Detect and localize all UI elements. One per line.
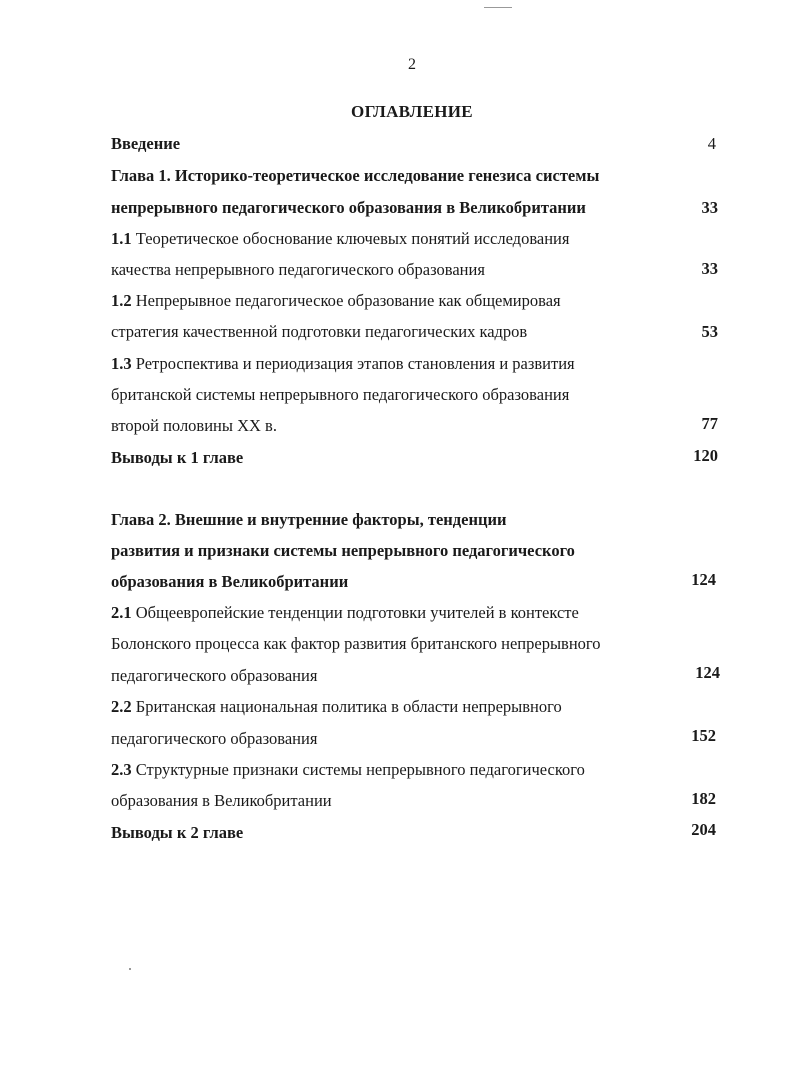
toc-page-chapter2: 124 xyxy=(691,570,716,589)
toc-page-1-2: 53 xyxy=(701,322,718,341)
toc-conclusion-1: Выводы к 1 главе xyxy=(111,448,244,467)
toc-chapter1-line1: Глава 1. Историко-теоретическое исследование генезиса системы xyxy=(111,166,600,185)
toc-chapter1-line2: непрерывного педагогического образования в Великобритании xyxy=(111,198,586,217)
toc-page-2-1: 124 xyxy=(695,663,720,682)
section-title: Непрерывное педагогическое образование как общемировая xyxy=(135,291,561,310)
section-number: 2.3 xyxy=(111,760,132,779)
toc-page-chapter1: 33 xyxy=(701,198,718,217)
scan-speck xyxy=(129,968,131,970)
toc-section-2-2-line2: педагогического образования xyxy=(111,729,318,748)
scan-mark xyxy=(484,7,512,8)
section-title: Теоретическое обоснование ключевых понятий исследования xyxy=(135,229,570,248)
toc-page-2-2: 152 xyxy=(691,726,716,745)
page-number: 2 xyxy=(408,56,416,73)
toc-section-2-1-line2: Болонского процесса как фактор развития британского непрерывного xyxy=(111,634,601,653)
toc-conclusion-2: Выводы к 2 главе xyxy=(111,823,244,842)
toc-page-intro: 4 xyxy=(707,134,716,153)
section-number: 2.1 xyxy=(111,603,132,622)
toc-section-1-2-line2: стратегия качественной подготовки педагогических кадров xyxy=(111,322,528,341)
section-title: Британская национальная политика в области непрерывного xyxy=(135,697,562,716)
section-number: 2.2 xyxy=(111,697,132,716)
toc-section-1-3-line3: второй половины XX в. xyxy=(111,416,277,435)
page-title: ОГЛАВЛЕНИЕ xyxy=(351,102,473,121)
section-number: 1.1 xyxy=(111,229,132,248)
section-number: 1.3 xyxy=(111,354,132,373)
toc-page-2-3: 182 xyxy=(691,789,716,808)
toc-page-conclusion-2: 204 xyxy=(691,820,716,839)
section-title: Общеевропейские тенденции подготовки учителей в контексте xyxy=(135,603,579,622)
section-number: 1.2 xyxy=(111,291,132,310)
toc-section-1-3-line1 xyxy=(111,354,575,374)
section-title: Ретроспектива и периодизация этапов становления и развития xyxy=(135,354,575,373)
toc-section-1-1-line1 xyxy=(111,229,569,249)
toc-chapter2-line1: Глава 2. Внешние и внутренние факторы, тенденции xyxy=(111,510,507,529)
toc-section-1-3-line2: британской системы непрерывного педагогического образования xyxy=(111,385,570,404)
toc-page-1-3: 77 xyxy=(701,414,718,433)
toc-chapter2-line2: развития и признаки системы непрерывного педагогического xyxy=(111,541,575,560)
toc-section-2-1-line3: педагогического образования xyxy=(111,666,318,685)
toc-section-2-3-line1 xyxy=(111,760,585,780)
toc-entry-intro: Введение xyxy=(111,134,181,153)
toc-page-conclusion-1: 120 xyxy=(693,446,718,465)
toc-section-1-1-line2: качества непрерывного педагогического образования xyxy=(111,260,485,279)
toc-section-2-3-line2: образования в Великобритании xyxy=(111,791,332,810)
toc-chapter2-line3: образования в Великобритании xyxy=(111,572,349,591)
toc-section-2-2-line1 xyxy=(111,697,562,717)
toc-page-1-1: 33 xyxy=(701,259,718,278)
toc-section-2-1-line1 xyxy=(111,603,579,623)
section-title: Структурные признаки системы непрерывного педагогического xyxy=(135,760,585,779)
toc-section-1-2-line1 xyxy=(111,291,561,311)
